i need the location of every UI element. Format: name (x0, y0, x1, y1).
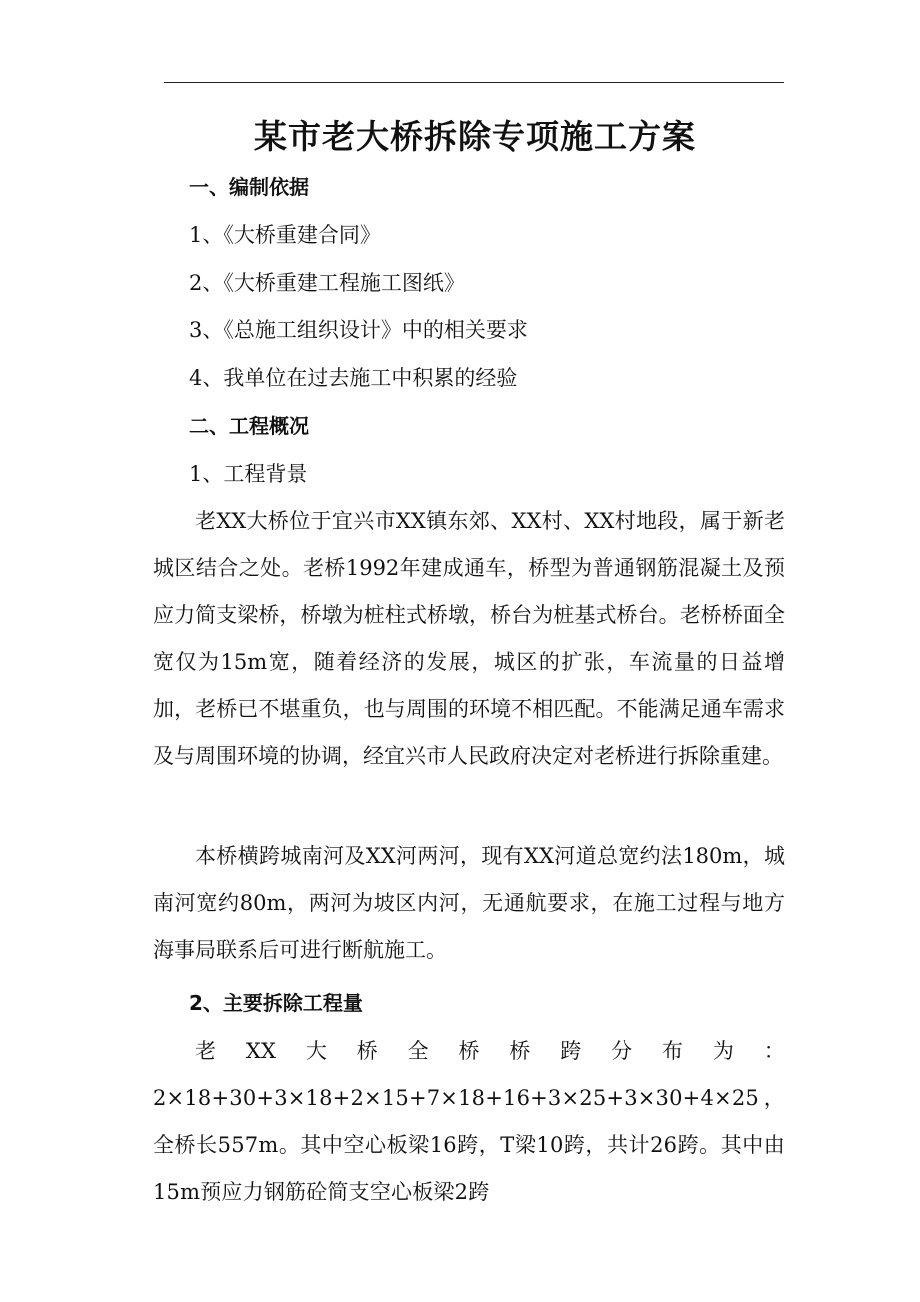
background-paragraph-1: 老XX大桥位于宜兴市XX镇东郊、XX村、XX村地段，属于新老城区结合之处。老桥1992年建成通车，桥型为普通钢筋混凝土及预应力简支梁桥，桥墩为桩柱式桥墩，桥台为桩基式桥台。老桥桥面全宽仅为15m宽，随着经济的发展，城区的扩张，车流量的日益增加，老桥已不堪重负，也与周围的环境不相匹配。不能满足通车需求及与周围环境的协调，经宜兴市人民政府决定对老桥进行拆除重建。 (153, 509, 785, 768)
section-heading-basis: 一、编制依据 (189, 175, 309, 199)
basis-item-2: 2、《大桥重建工程施工图纸》 (189, 271, 465, 295)
background-paragraph-2: 本桥横跨城南河及XX河两河，现有XX河道总宽约法180m，城南河宽约80m，两河为坡区内河，无通航要求，在施工过程与地方海事局联系后可进行断航施工。 (153, 844, 785, 962)
subsection-heading-background: 1、工程背景 (189, 462, 308, 486)
header-rule (164, 82, 784, 83)
basis-item-1: 1、《大桥重建合同》 (189, 223, 381, 247)
basis-item-4: 4、我单位在过去施工中积累的经验 (189, 366, 518, 390)
basis-item-3: 3、《总施工组织设计》中的相关要求 (189, 318, 528, 342)
document-title: 某市老大桥拆除专项施工方案 (254, 117, 696, 156)
quantities-paragraph: 老XX大桥全桥桥跨分布为：2×18+30+3×18+2×15+7×18+16+3×25+3×30+4×25，全桥长557m。其中空心板梁16跨，T梁10跨，共计26跨。其中由15m预应力钢筋砼简支空心板梁2跨 (153, 1039, 785, 1204)
section-heading-overview: 二、工程概况 (189, 414, 309, 438)
subsection-heading-quantities: 2、主要拆除工程量 (189, 991, 363, 1015)
